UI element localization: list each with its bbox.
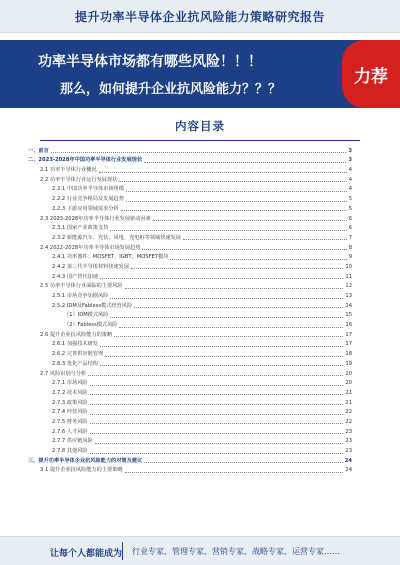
toc-leader-dots (90, 453, 344, 454)
toc-entry[interactable] (28, 252, 352, 262)
toc-entry-text: （2）Fabless模式风险 (64, 322, 118, 329)
toc-entry-text: 2.1 功率半导体行业概况 (40, 167, 97, 174)
toc-entry-page: 23 (345, 448, 352, 454)
toc-divider (40, 140, 360, 141)
toc-entry-text: 2.2.2 行业竞争格局及发展趋势 (52, 196, 124, 203)
toc-leader-dots (90, 394, 344, 395)
toc-heading: 内容目录 (175, 119, 225, 133)
toc-entry-text: 2.7.2 技术风险 (52, 389, 88, 396)
toc-entry[interactable] (28, 339, 352, 349)
toc-entry-text: 2.4.3 国产替代加速 (52, 273, 98, 280)
toc-entry-text: 2.2.3 下游应用领域需求分析 (52, 205, 119, 212)
toc-entry-page: 13 (345, 293, 352, 299)
toc-entry-page: 5 (348, 196, 352, 203)
toc-entry-page: 18 (345, 351, 352, 358)
toc-leader-dots (99, 172, 347, 173)
toc-leader-dots (88, 375, 343, 376)
toc-leader-dots (125, 288, 344, 289)
toc-entry-text: 2.6.1 加强技术研发 (52, 341, 98, 348)
toc-entry[interactable] (28, 368, 352, 378)
toc-entry-page: 9 (348, 254, 352, 261)
toc-entry-text: 2.6.2 完善供应链管理 (52, 351, 104, 358)
toc-leader-dots (95, 443, 344, 444)
toc-entry[interactable] (28, 319, 352, 329)
toc-entry-text: 2.3.2 新能源汽车、光伏、风电、充电桩等领域快速发展 (52, 234, 181, 241)
toc-entry[interactable] (28, 397, 352, 407)
toc-entry-page: 6 (348, 215, 352, 222)
toc-entry-page: 3 (348, 157, 352, 164)
toc-entry[interactable] (28, 174, 352, 184)
toc-entry[interactable] (28, 223, 352, 233)
toc-entry[interactable] (28, 203, 352, 213)
toc-entry-page: 21 (345, 389, 352, 396)
toc-entry-page: 5 (348, 205, 352, 212)
toc-leader-dots (119, 181, 346, 182)
toc-entry-text: 2.5.2 IDM及Fabless模式经营风险 (52, 302, 133, 309)
footer-bar (0, 536, 400, 565)
toc-entry[interactable] (28, 416, 352, 426)
toc-entry-text: 2.6.3 优化产品结构 (52, 360, 98, 367)
toc-leader-dots (51, 152, 347, 153)
toc-entry[interactable] (28, 407, 352, 417)
promo-banner (0, 40, 400, 108)
toc-entry-text: 2.5.1 市场竞争加剧风险 (52, 293, 109, 299)
toc-leader-dots (119, 327, 343, 328)
toc-entry-page: 4 (348, 186, 352, 193)
toc-leader-dots (114, 336, 343, 337)
toc-entry[interactable] (28, 436, 352, 446)
toc-leader-dots (110, 317, 343, 318)
toc-entry-text: 2.4.1 功率器件：MOSFET、IGBT、MOSFET模块 (52, 254, 169, 261)
toc-entry[interactable] (28, 232, 352, 242)
toc-leader-dots (144, 162, 346, 163)
toc-entry[interactable] (28, 281, 352, 291)
toc-leader-dots (153, 220, 347, 221)
toc-entry-text: 2.7.6 人才风险 (52, 428, 88, 435)
toc-entry-page: 23 (345, 428, 352, 435)
toc-entry-page: 17 (345, 341, 352, 348)
toc-leader-dots (142, 249, 346, 250)
toc-entry[interactable] (28, 465, 352, 475)
toc-entry[interactable] (28, 445, 352, 455)
toc-leader-dots (170, 259, 346, 260)
report-title: 提升功率半导体企业抗风险能力策略研究报告 (74, 9, 325, 24)
toc-entry-text: 2.7.3 政策风险 (52, 399, 88, 406)
toc-entry-text: 2.7 风险识别与分析 (40, 370, 87, 377)
toc-entry-text: 2.7.1 市场风险 (52, 380, 88, 387)
toc-entry[interactable] (28, 261, 352, 271)
toc-entry[interactable] (28, 348, 352, 358)
toc-entry-page: 19 (345, 360, 352, 367)
banner-subheadline: 那么，如何提升企业抗风险能力？？？ (60, 82, 282, 97)
toc-leader-dots (90, 423, 344, 424)
toc-leader-dots (131, 268, 343, 269)
toc-leader-dots (126, 191, 347, 192)
toc-entry[interactable] (28, 213, 352, 223)
toc-entry-page: 20 (345, 370, 352, 377)
toc-entry[interactable] (28, 378, 352, 388)
report-title-bar (0, 0, 400, 33)
toc-entry-text: 2.7.4 经营风险 (52, 409, 88, 416)
toc-entry-text: （1）IDM模式风险 (64, 312, 109, 319)
toc-entry[interactable] (28, 164, 352, 174)
toc-entry-text: 2.7.7 供应链风险 (52, 438, 93, 445)
toc-entry-page: 23 (345, 438, 352, 445)
recommend-seal: 力荐 (342, 40, 400, 108)
toc-entry-page: 22 (345, 418, 352, 425)
toc-entry-page: 10 (345, 263, 352, 270)
toc-entry-text: 一、前言 (28, 147, 49, 154)
toc-leader-dots (100, 278, 343, 279)
toc-entry-text: 2.3.1 国家产业政策支持 (52, 225, 109, 232)
toc-entry-text: 2.6 提升企业抗风险能力的策略 (40, 331, 113, 338)
banner-headline: 功率半导体市场都有哪些风险！！！ (38, 54, 262, 70)
toc-entry-text: 2.2 功率半导体行业运行发展现状 (40, 176, 118, 183)
footer-divider (122, 542, 123, 560)
toc-entry-page: 3 (348, 147, 352, 154)
toc-entry-page: 21 (345, 399, 352, 406)
toc-entry-page: 24 (344, 457, 352, 464)
toc-entry-page: 11 (345, 273, 352, 280)
table-of-contents (28, 145, 352, 474)
toc-entry[interactable] (28, 242, 352, 252)
toc-entry-text: 3.1 提升企业抗风险能力的主要策略 (40, 467, 123, 474)
toc-entry[interactable] (28, 455, 352, 465)
toc-leader-dots (90, 414, 344, 415)
toc-entry-text: 2.7.5 财务风险 (52, 418, 88, 425)
toc-leader-dots (100, 346, 343, 347)
toc-entry[interactable] (28, 300, 352, 310)
toc-entry[interactable] (28, 387, 352, 397)
toc-entry-page: 16 (345, 322, 352, 329)
toc-leader-dots (105, 356, 343, 357)
toc-leader-dots (126, 201, 347, 202)
toc-entry-page: 12 (345, 283, 352, 290)
toc-entry-page: 6 (348, 225, 352, 232)
toc-leader-dots (183, 239, 347, 240)
toc-leader-dots (125, 472, 344, 473)
toc-leader-dots (110, 230, 346, 231)
toc-entry-text: 2.5 功率半导体行业面临的主要风险 (40, 283, 123, 290)
toc-entry-page: 4 (348, 167, 352, 174)
toc-leader-dots (144, 462, 343, 463)
toc-entry[interactable] (28, 290, 352, 300)
toc-leader-dots (90, 433, 344, 434)
toc-leader-dots (121, 210, 347, 211)
toc-entry-text: 2.4.2 第三代半导体材料快速发展 (52, 263, 130, 270)
toc-entry-text: 2.7.8 其他风险 (52, 448, 88, 454)
toc-entry-text: 2.2.1 中国功率半导体市场规模 (52, 186, 124, 193)
toc-entry[interactable] (28, 426, 352, 436)
toc-entry-page: 17 (345, 331, 352, 338)
toc-entry-text: 2.4 2022-2028年功率半导体市场发展趋势 (40, 244, 141, 251)
toc-entry-text: 三、提升功率半导体企业抗风险能力的对策及建议 (28, 457, 143, 464)
toc-entry[interactable] (28, 193, 352, 203)
toc-leader-dots (110, 298, 343, 299)
toc-entry-page: 15 (345, 312, 352, 319)
toc-entry[interactable] (28, 358, 352, 368)
toc-entry-page: 8 (348, 244, 352, 251)
toc-entry[interactable] (28, 329, 352, 339)
toc-leader-dots (134, 307, 343, 308)
toc-entry-page: 22 (345, 409, 352, 416)
footer-slogan: 让每个人都能成为 (50, 549, 123, 559)
toc-entry-text: 2.3 2023-2028年功率半导体行业发展驱动因素 (40, 215, 151, 222)
toc-entry-page: 24 (345, 467, 352, 474)
toc-entry[interactable] (28, 310, 352, 320)
toc-entry-page: 14 (345, 302, 352, 309)
toc-entry-page: 20 (345, 380, 352, 387)
toc-entry-text: 二、2023-2028年中国功率半导体行业发展现状 (28, 157, 143, 164)
toc-entry[interactable] (28, 184, 352, 194)
toc-entry[interactable] (28, 155, 352, 165)
toc-leader-dots (100, 365, 343, 366)
toc-entry-page: 4 (348, 176, 352, 183)
toc-entry[interactable] (28, 271, 352, 281)
toc-leader-dots (90, 385, 344, 386)
footer-tagline: 行业专家、管理专家、营销专家、战略专家、运营专家…… (132, 547, 340, 556)
toc-entry[interactable] (28, 145, 352, 155)
toc-leader-dots (90, 404, 344, 405)
toc-entry-page: 7 (348, 234, 352, 241)
